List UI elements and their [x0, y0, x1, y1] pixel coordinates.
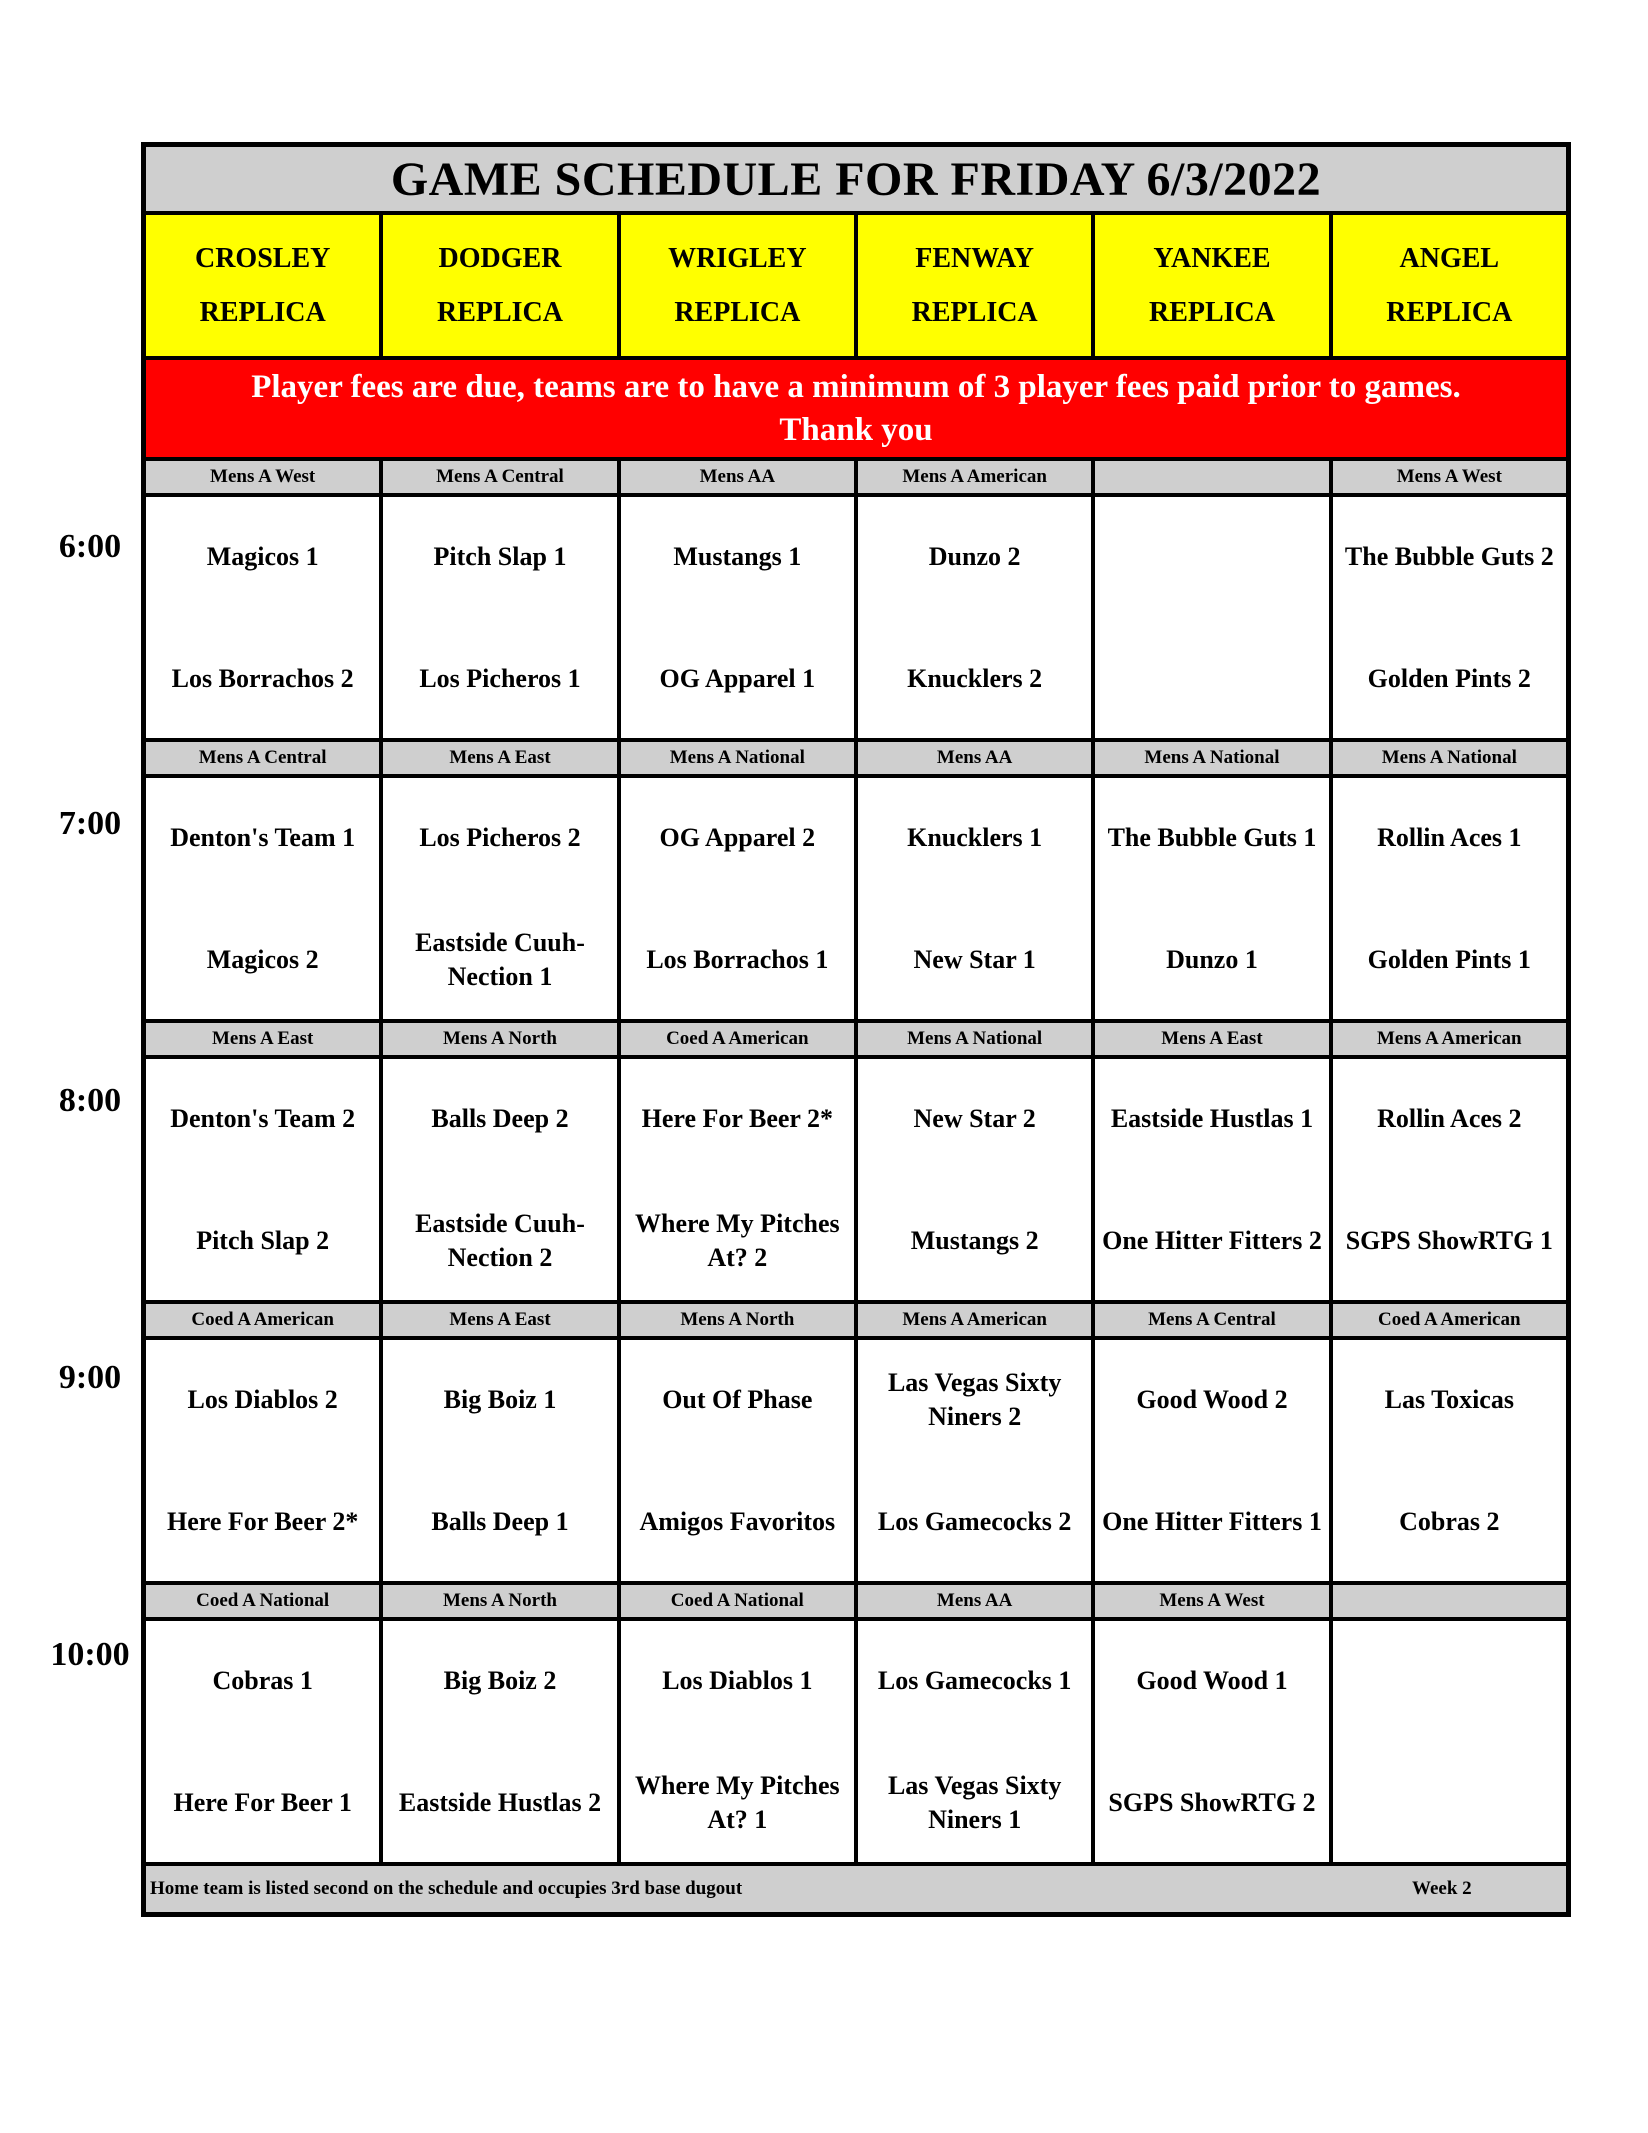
visiting-team: Balls Deep 2	[431, 1104, 569, 1133]
game-row	[146, 778, 1566, 1023]
home-team: Golden Pints 2	[1367, 664, 1531, 693]
home-team: Here For Beer 2*	[167, 1507, 359, 1536]
home-team: Eastside Hustlas 2	[398, 1788, 602, 1817]
home-team: Los Borrachos 2	[171, 664, 354, 693]
home-team: Where My Pitches At? 2	[635, 1209, 840, 1272]
home-team: Las Vegas Sixty Niners 1	[887, 1771, 1062, 1834]
home-team: Los Picheros 1	[419, 664, 581, 693]
field-type: REPLICA	[199, 296, 326, 328]
visiting-team: Los Diablos 2	[187, 1385, 338, 1414]
field-header-crosley	[146, 215, 383, 356]
division-label: Mens A American	[1333, 1023, 1566, 1055]
home-team: Mustangs 2	[910, 1226, 1039, 1255]
division-label: Mens A National	[1333, 742, 1566, 774]
division-label: Mens AA	[858, 1585, 1095, 1617]
game-row	[146, 1059, 1566, 1304]
home-team	[1095, 639, 1328, 719]
field-type: REPLICA	[674, 296, 801, 328]
division-label: Mens AA	[621, 461, 858, 493]
game-cell	[1095, 497, 1332, 738]
division-label: Coed A American	[621, 1023, 858, 1055]
game-cell	[1095, 1340, 1332, 1581]
field-header-wrigley	[621, 215, 858, 356]
division-label: Mens A American	[858, 461, 1095, 493]
field-header-dodger	[383, 215, 620, 356]
visiting-team	[1095, 517, 1328, 597]
field-type: REPLICA	[436, 296, 563, 328]
game-cell	[621, 1059, 858, 1300]
field-header-angel	[1333, 215, 1566, 356]
visiting-team: Los Picheros 2	[419, 823, 581, 852]
home-team: Eastside Cuuh-Nection 2	[415, 1209, 585, 1272]
schedule-sheet	[141, 142, 1571, 1917]
game-cell	[146, 1621, 383, 1862]
home-team: One Hitter Fitters 1	[1102, 1507, 1322, 1536]
visiting-team: New Star 2	[913, 1104, 1036, 1133]
division-label: Mens A West	[146, 461, 383, 493]
field-name: CROSLEY	[194, 242, 331, 274]
division-row	[146, 1023, 1566, 1059]
division-label: Mens AA	[858, 742, 1095, 774]
home-team: Balls Deep 1	[431, 1507, 569, 1536]
field-name: DODGER	[438, 242, 562, 274]
visiting-team: Big Boiz 1	[443, 1385, 557, 1414]
visiting-team: Los Diablos 1	[662, 1666, 813, 1695]
visiting-team: Good Wood 2	[1136, 1385, 1288, 1414]
division-label: Mens A Central	[146, 742, 383, 774]
game-cell	[1333, 1621, 1566, 1862]
game-cell	[858, 1340, 1095, 1581]
visiting-team: Rollin Aces 1	[1377, 823, 1522, 852]
division-label: Mens A National	[1095, 742, 1332, 774]
game-cell	[146, 497, 383, 738]
visiting-team: OG Apparel 2	[659, 823, 816, 852]
division-row	[146, 1585, 1566, 1621]
division-label: Coed A American	[146, 1304, 383, 1336]
game-cell	[1095, 778, 1332, 1019]
division-label: Mens A National	[858, 1023, 1095, 1055]
time-slot-label: 6:00	[58, 528, 122, 565]
division-label: Coed A National	[146, 1585, 383, 1617]
field-type: REPLICA	[1148, 296, 1275, 328]
division-label: Mens A East	[383, 742, 620, 774]
division-label: Mens A Central	[383, 461, 620, 493]
field-header-row	[146, 215, 1566, 360]
home-team: Pitch Slap 2	[196, 1226, 330, 1255]
field-header-yankee	[1095, 215, 1332, 356]
game-cell	[146, 1340, 383, 1581]
game-cell	[1095, 1621, 1332, 1862]
game-cell	[858, 1059, 1095, 1300]
field-name: ANGEL	[1399, 242, 1500, 274]
visiting-team: Las Toxicas	[1384, 1385, 1514, 1414]
game-cell	[383, 1621, 620, 1862]
visiting-team: Out Of Phase	[662, 1385, 813, 1414]
visiting-team: Denton's Team 1	[170, 823, 356, 852]
visiting-team: Pitch Slap 1	[433, 542, 567, 571]
game-cell	[383, 778, 620, 1019]
game-cell	[146, 1059, 383, 1300]
division-label: Mens A North	[383, 1023, 620, 1055]
division-label: Mens A East	[146, 1023, 383, 1055]
field-header-fenway	[858, 215, 1095, 356]
division-label: Mens A West	[1333, 461, 1566, 493]
home-team	[1333, 1763, 1566, 1843]
home-team: Dunzo 1	[1166, 945, 1258, 974]
field-name: WRIGLEY	[668, 242, 807, 274]
field-type: REPLICA	[911, 296, 1038, 328]
visiting-team: Magicos 1	[206, 542, 319, 571]
game-row	[146, 1340, 1566, 1585]
visiting-team: Big Boiz 2	[443, 1666, 557, 1695]
division-row	[146, 461, 1566, 497]
home-team: Here For Beer 1	[173, 1788, 352, 1817]
schedule-title: GAME SCHEDULE FOR FRIDAY 6/3/2022	[146, 147, 1566, 215]
visiting-team: Denton's Team 2	[170, 1104, 356, 1133]
game-cell	[1333, 497, 1566, 738]
home-team: Los Borrachos 1	[646, 945, 829, 974]
visiting-team: Dunzo 2	[928, 542, 1021, 571]
division-label	[1333, 1585, 1566, 1617]
home-team: Cobras 2	[1399, 1507, 1500, 1536]
schedule-footer	[146, 1866, 1566, 1912]
field-name: YANKEE	[1153, 242, 1271, 274]
division-row	[146, 742, 1566, 778]
game-cell	[858, 778, 1095, 1019]
home-team: Where My Pitches At? 1	[635, 1771, 840, 1834]
home-team: OG Apparel 1	[659, 664, 816, 693]
game-cell	[858, 1621, 1095, 1862]
division-label: Mens A North	[621, 1304, 858, 1336]
home-team: One Hitter Fitters 2	[1102, 1226, 1322, 1255]
time-slot-label: 7:00	[58, 805, 122, 842]
game-row	[146, 497, 1566, 742]
game-cell	[146, 778, 383, 1019]
home-team: Golden Pints 1	[1367, 945, 1531, 974]
division-label: Coed A National	[621, 1585, 858, 1617]
home-team: Los Gamecocks 2	[877, 1507, 1072, 1536]
division-label: Mens A East	[1095, 1023, 1332, 1055]
visiting-team: The Bubble Guts 2	[1344, 542, 1554, 571]
player-fee-notice	[146, 360, 1566, 461]
division-row	[146, 1304, 1566, 1340]
division-label: Mens A North	[383, 1585, 620, 1617]
game-row	[146, 1621, 1566, 1866]
visiting-team: The Bubble Guts 1	[1107, 823, 1317, 852]
division-label	[1095, 461, 1332, 493]
time-slot-label: 10:00	[50, 1636, 130, 1673]
field-type: REPLICA	[1386, 296, 1513, 328]
division-label: Mens A East	[383, 1304, 620, 1336]
game-cell	[621, 778, 858, 1019]
visiting-team: Rollin Aces 2	[1377, 1104, 1522, 1133]
home-team-note: Home team is listed second on the schedule and occupies 3rd base dugout	[150, 1878, 743, 1899]
game-cell	[621, 1621, 858, 1862]
game-cell	[1095, 1059, 1332, 1300]
week-label: Week 2	[1412, 1878, 1472, 1899]
game-cell	[383, 497, 620, 738]
visiting-team: Mustangs 1	[673, 542, 802, 571]
field-name: FENWAY	[915, 242, 1035, 274]
visiting-team: Los Gamecocks 1	[877, 1666, 1072, 1695]
schedule-slots	[146, 461, 1566, 1866]
division-label: Mens A American	[858, 1304, 1095, 1336]
game-cell	[621, 497, 858, 738]
visiting-team: Knucklers 1	[907, 823, 1043, 852]
division-label: Coed A American	[1333, 1304, 1566, 1336]
division-label: Mens A Central	[1095, 1304, 1332, 1336]
visiting-team: Here For Beer 2*	[641, 1104, 833, 1133]
visiting-team: Las Vegas Sixty Niners 2	[887, 1368, 1062, 1431]
game-cell	[858, 497, 1095, 738]
home-team: Amigos Favoritos	[639, 1507, 836, 1536]
game-cell	[1333, 1340, 1566, 1581]
game-cell	[1333, 778, 1566, 1019]
notice-line-2: Thank you	[779, 411, 933, 448]
game-cell	[1333, 1059, 1566, 1300]
visiting-team: Eastside Hustlas 1	[1110, 1104, 1314, 1133]
time-slot-label: 9:00	[58, 1359, 122, 1396]
division-label: Mens A West	[1095, 1585, 1332, 1617]
visiting-team: Good Wood 1	[1136, 1666, 1288, 1695]
division-label: Mens A National	[621, 742, 858, 774]
home-team: SGPS ShowRTG 2	[1108, 1788, 1316, 1817]
home-team: Eastside Cuuh-Nection 1	[415, 928, 585, 991]
notice-line-1: Player fees are due, teams are to have a minimum of 3 player fees paid prior to games.	[251, 368, 1461, 405]
home-team: New Star 1	[913, 945, 1036, 974]
home-team: Magicos 2	[206, 945, 319, 974]
game-cell	[621, 1340, 858, 1581]
visiting-team: Cobras 1	[212, 1666, 313, 1695]
game-cell	[383, 1059, 620, 1300]
visiting-team	[1333, 1641, 1566, 1721]
game-cell	[383, 1340, 620, 1581]
home-team: Knucklers 2	[907, 664, 1043, 693]
home-team: SGPS ShowRTG 1	[1345, 1226, 1553, 1255]
time-slot-label: 8:00	[58, 1082, 122, 1119]
